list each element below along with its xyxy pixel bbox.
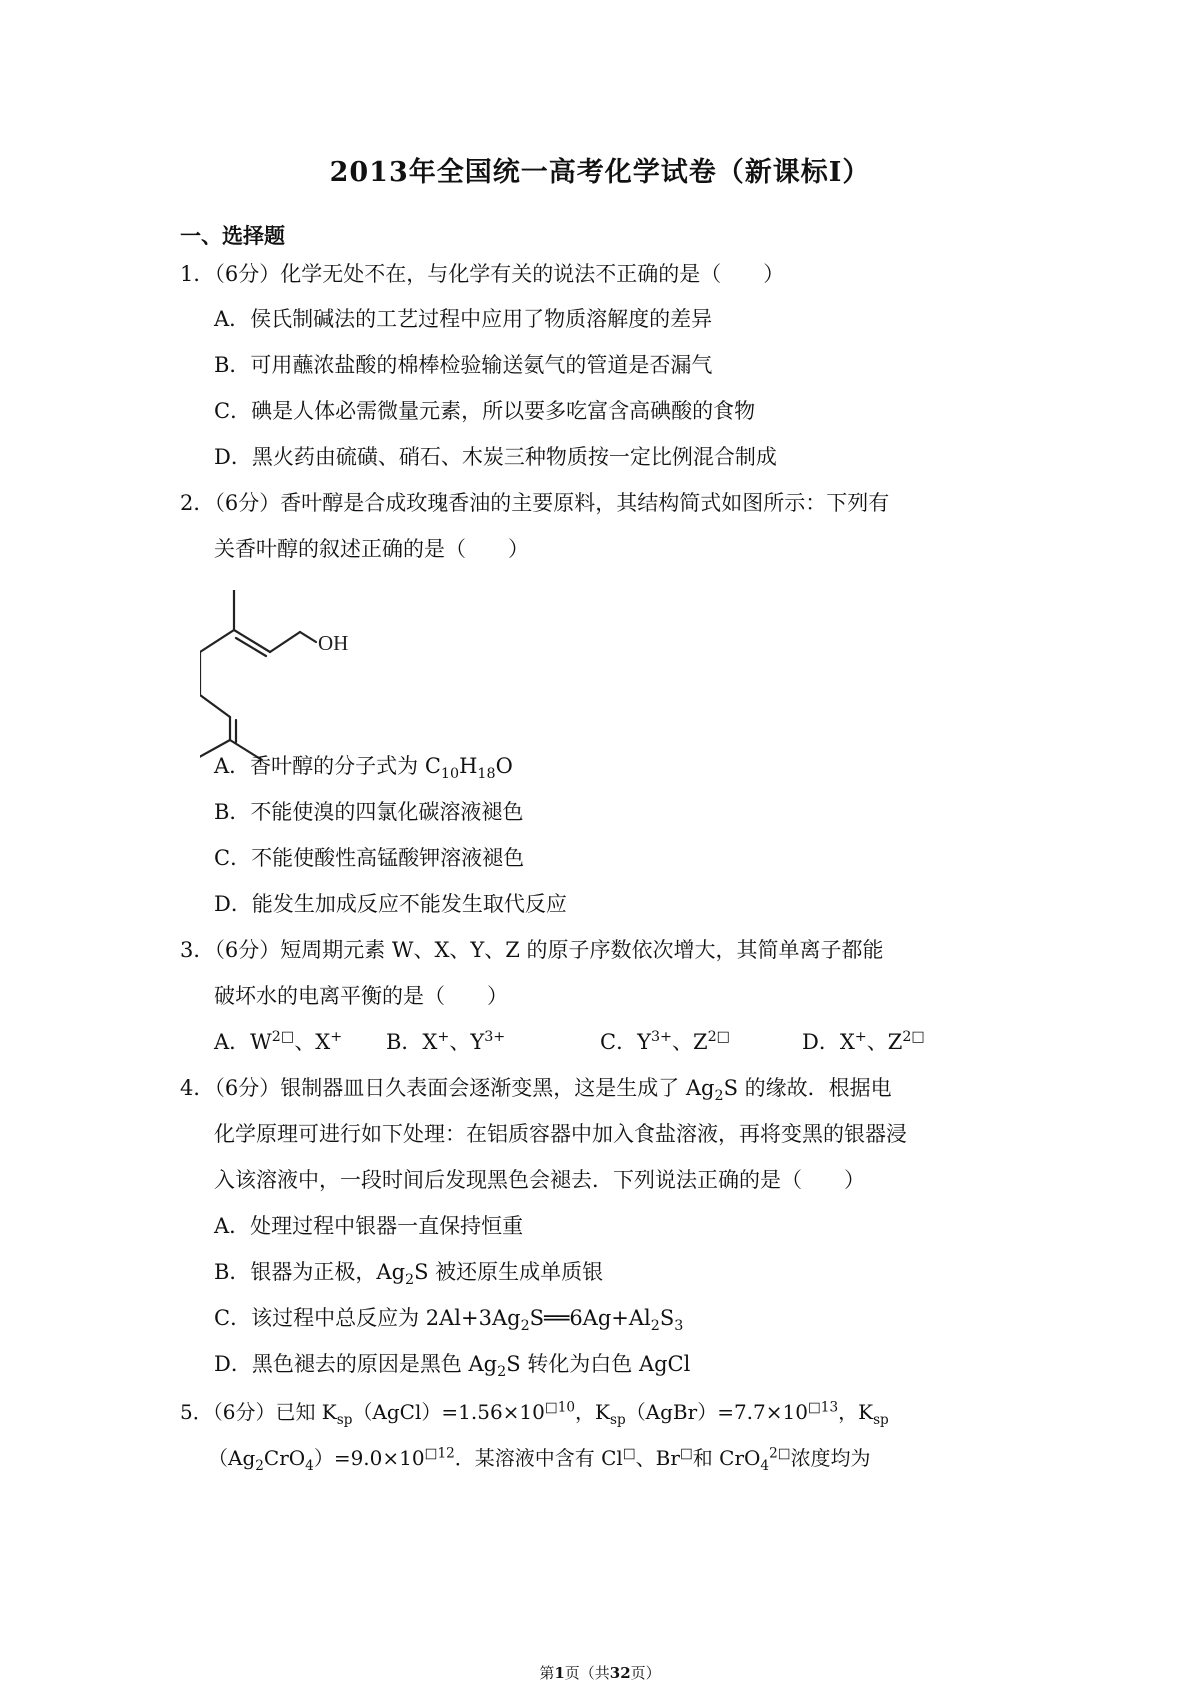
q3-b-rest: 、Y (449, 1030, 485, 1054)
q3-d-sup: + (854, 1029, 867, 1045)
footer-pre: 第 (539, 1664, 555, 1682)
hydroxyl-label: OH (318, 631, 349, 655)
q3-d-rest: 、Z (866, 1030, 903, 1054)
q4-d-b: S 转化为白色 AgCl (506, 1352, 691, 1376)
q5-l1-f: ，K (838, 1400, 874, 1424)
q3-option-d (802, 1030, 925, 1055)
q2-stem-line1: 2．（6分）香叶醇是合成玫瑰香油的主要原料，其结构简式如图所示：下列有 (180, 491, 890, 515)
q5-l2-sup2: □ (679, 1445, 693, 1462)
q3-b-text: B．X (386, 1030, 438, 1054)
q4-d-a: D．黑色褪去的原因是黑色 Ag (214, 1352, 498, 1376)
q3-stem-line1: 3．（6分）短周期元素 W、X、Y、Z 的原子序数依次增大，其简单离子都能 (180, 938, 884, 962)
q5-l1-sp3: sp (873, 1412, 889, 1428)
q3-a-sup: 2□ (271, 1029, 295, 1045)
q4-stem1-a: 4．（6分）银制器皿日久表面会逐渐变黑，这是生成了 Ag (180, 1076, 715, 1100)
q5-l2-sup1: □ (622, 1445, 636, 1462)
q1-option-d: D．黑火药由硫磺、硝石、木炭三种物质按一定比例混合制成 (214, 445, 777, 469)
footer-post: 页） (630, 1664, 661, 1682)
q1-stem: 1．（6分）化学无处不在，与化学有关的说法不正确的是（ ） (180, 262, 785, 286)
q3-b-sup2: 3+ (484, 1029, 506, 1045)
q5-l1-a: 5．（6分）已知 K (180, 1400, 337, 1424)
q5-stem-line2 (208, 1445, 871, 1474)
q4-stem1-b: S 的缘故．根据电 (723, 1076, 892, 1100)
q2-a-o: O (495, 754, 513, 778)
q4-option-b (214, 1260, 604, 1289)
q3-option-c (600, 1030, 802, 1055)
q4-stem-line3: 入该溶液中，一段时间后发现黑色会褪去．下列说法正确的是（ ） (214, 1168, 865, 1192)
q4-stem-line1 (180, 1076, 892, 1105)
geraniol-structure-diagram (200, 590, 360, 760)
q3-b-sup: + (437, 1029, 450, 1045)
footer-page-number: 1 (554, 1664, 565, 1682)
q5-l1-sp1: sp (336, 1412, 353, 1428)
q4-stem1-sub: 2 (714, 1088, 724, 1105)
q2-a-sub2: 18 (477, 766, 496, 783)
q4-b-sub: 2 (405, 1272, 415, 1289)
q3-c-text: C．Y (600, 1030, 651, 1054)
q5-l2-g: 浓度均为 (790, 1446, 871, 1470)
q4-option-a: A．处理过程中银器一直保持恒重 (214, 1214, 524, 1238)
q4-b-a: B．银器为正极，Ag (214, 1260, 406, 1284)
q4-c-a: C．该过程中总反应为 2Al+3Ag (214, 1306, 521, 1330)
q5-l2-d: ．某溶液中含有 Cl (454, 1446, 623, 1470)
q4-stem-line2: 化学原理可进行如下处理：在铝质容器中加入食盐溶液，再将变黑的银器浸 (214, 1122, 907, 1146)
q3-options-row (214, 1030, 925, 1055)
q3-c-rest: 、Z (671, 1030, 708, 1054)
q3-option-b (386, 1030, 600, 1055)
q5-l2-s3: 4 (760, 1458, 770, 1474)
q5-l2-s1: 2 (255, 1458, 264, 1474)
q4-c-b: S══6Ag+Al (529, 1306, 651, 1330)
q1-option-c: C．碘是人体必需微量元素，所以要多吃富含高碘酸的食物 (214, 399, 756, 423)
q3-c-sup2: 2□ (707, 1029, 731, 1045)
q3-option-a (214, 1030, 386, 1055)
q3-d-text: D．X (802, 1030, 855, 1054)
q5-l2-a: （Ag (208, 1446, 256, 1470)
page-footer (0, 1662, 1200, 1683)
q2-a-text: A．香叶醇的分子式为 C (214, 754, 441, 778)
q3-d-sup2: 2□ (902, 1029, 925, 1045)
q4-option-c (214, 1306, 684, 1335)
q2-option-c: C．不能使酸性高锰酸钾溶液褪色 (214, 846, 525, 870)
q4-c-sub2: 2 (650, 1318, 660, 1335)
q2-a-h: H (459, 754, 478, 778)
q2-option-a (214, 754, 513, 783)
q5-l1-e2: □13 (807, 1399, 839, 1416)
q5-l1-sp2: sp (610, 1412, 626, 1428)
q5-l2-e2: 、Br (635, 1446, 680, 1470)
footer-mid: 页（共 (564, 1664, 610, 1682)
q2-option-d: D．能发生加成反应不能发生取代反应 (214, 892, 567, 916)
q1-option-a: A．侯氏制碱法的工艺过程中应用了物质溶解度的差异 (214, 307, 713, 331)
q2-stem-line2: 关香叶醇的叙述正确的是（ ） (214, 537, 529, 561)
q3-a-rest: 、X (294, 1030, 331, 1054)
q5-l1-b: （AgCl）=1.56×10 (352, 1400, 545, 1424)
q4-c-c: S (659, 1306, 675, 1330)
footer-total-pages: 32 (609, 1664, 631, 1682)
q5-l2-f: 和 CrO (692, 1446, 761, 1470)
q5-l2-c: ）=9.0×10 (313, 1446, 425, 1470)
q5-l1-c: ，K (575, 1400, 610, 1424)
q4-d-sub: 2 (497, 1364, 507, 1381)
section-heading: 一、选择题 (180, 223, 285, 248)
q4-option-d (214, 1352, 691, 1381)
q3-stem-line2: 破坏水的电离平衡的是（ ） (214, 984, 508, 1008)
q4-c-sub1: 2 (520, 1318, 530, 1335)
page-title: 2013年全国统一高考化学试卷（新课标I） (329, 157, 871, 188)
q2-option-b: B．不能使溴的四氯化碳溶液褪色 (214, 800, 524, 824)
q5-stem-line1 (180, 1399, 889, 1428)
q5-l1-d: （AgBr）=7.7×10 (625, 1400, 808, 1424)
q5-l2-s2: 4 (305, 1458, 314, 1474)
q5-l2-sup3: 2□ (769, 1445, 791, 1462)
q3-a-sup2: + (330, 1029, 343, 1045)
q5-l2-b: CrO (263, 1446, 306, 1470)
q2-a-sub1: 10 (440, 766, 460, 783)
q1-option-b: B．可用蘸浓盐酸的棉棒检验输送氨气的管道是否漏气 (214, 353, 713, 377)
q3-c-sup: 3+ (650, 1029, 672, 1045)
q5-l2-e: □12 (424, 1445, 455, 1462)
q5-l1-e1: □10 (544, 1399, 576, 1416)
q4-b-b: S 被还原生成单质银 (414, 1260, 604, 1284)
q3-a-text: A．W (214, 1030, 272, 1054)
q4-c-sub3: 3 (674, 1318, 684, 1335)
